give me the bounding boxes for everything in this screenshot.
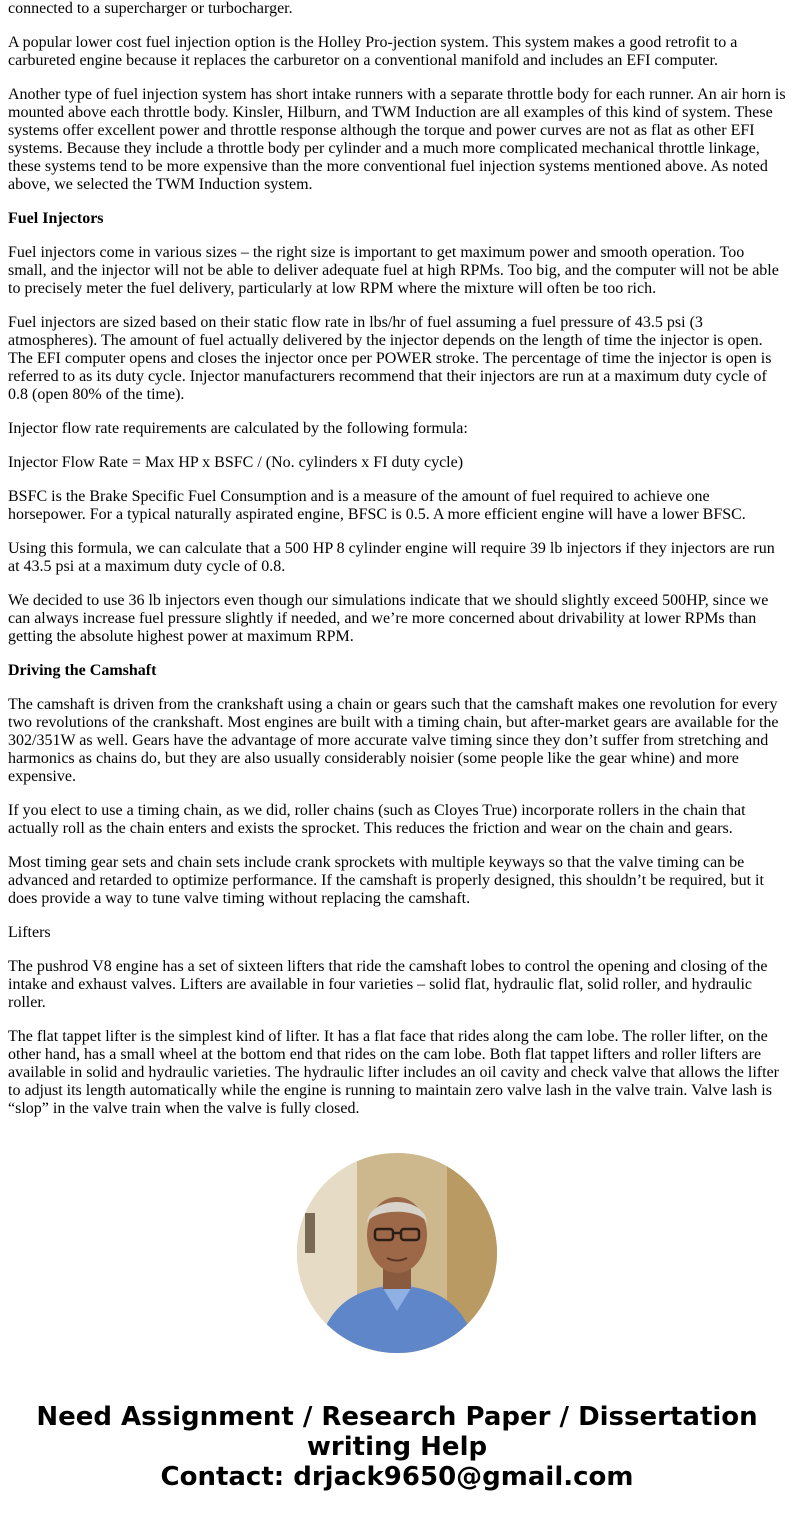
- paragraph: BSFC is the Brake Specific Fuel Consumption and is a measure of the amount of fuel required to achieve one horsepower. For a typical naturally aspirated engine, BFSC is 0.5. A more efficient engine will have a lower BFSC.: [8, 488, 746, 523]
- person-portrait-icon: [297, 1153, 497, 1353]
- section-heading: Driving the Camshaft: [8, 662, 157, 679]
- paragraph: A popular lower cost fuel injection option is the Holley Pro-jection system. This system makes a good retrofit to a carbureted engine because it replaces the carburetor on a conventional manifold and includes an EFI computer.: [8, 34, 738, 69]
- promo-contact: Contact: drjack9650@gmail.com: [160, 1462, 634, 1492]
- paragraph: Injector flow rate requirements are calculated by the following formula:: [8, 420, 468, 437]
- article-body: [8, 0, 786, 1122]
- paragraph: Lifters: [8, 924, 51, 941]
- paragraph: Injector Flow Rate = Max HP x BSFC / (No. cylinders x FI duty cycle): [8, 454, 464, 471]
- promo-headline: Need Assignment / Research Paper / Dissertation writing Help: [36, 1402, 758, 1462]
- section-heading: Fuel Injectors: [8, 210, 104, 227]
- promo-banner: [0, 1150, 794, 1523]
- paragraph: The flat tappet lifter is the simplest kind of lifter. It has a flat face that rides along the cam lobe. The roller lifter, on the other hand, has a small wheel at the bottom end that rides on the cam lobe. Both flat tappet lifters and roller lifters are available in solid and hydraulic varieties. The hydraulic lifter includes an oil cavity and check valve that allows the lifter to adjust its length automatically while the engine is running to maintain zero valve lash in the valve train. Valve lash is “slop” in the valve train when the valve is fully closed.: [8, 1028, 779, 1117]
- paragraph: connected to a supercharger or turbocharger.: [8, 0, 293, 17]
- paragraph: Using this formula, we can calculate that a 500 HP 8 cylinder engine will require 39 lb injectors if they injectors are run at 43.5 psi at a maximum duty cycle of 0.8.: [8, 540, 775, 575]
- promo-text: [20, 1402, 774, 1492]
- paragraph: We decided to use 36 lb injectors even though our simulations indicate that we should slightly exceed 500HP, since we can always increase fuel pressure slightly if needed, and we’re more concerned about drivability at lower RPMs than getting the absolute highest power at maximum RPM.: [8, 592, 769, 645]
- paragraph: The camshaft is driven from the crankshaft using a chain or gears such that the camshaft makes one revolution for every two revolutions of the crankshaft. Most engines are built with a timing chain, but after-market gears are available for the 302/351W as well. Gears have the advantage of more accurate valve timing since they don’t suffer from stretching and harmonics as chains do, but they are also usually considerably noisier (some people like the gear whine) and more expensive.: [8, 696, 779, 785]
- paragraph: Most timing gear sets and chain sets include crank sprockets with multiple keyways so that the valve timing can be advanced and retarded to optimize performance. If the camshaft is properly designed, this shouldn’t be required, but it does provide a way to tune valve timing without replacing the camshaft.: [8, 854, 764, 907]
- paragraph: Fuel injectors come in various sizes – the right size is important to get maximum power and smooth operation. Too small, and the injector will not be able to deliver adequate fuel at high RPMs. Too big, and the computer will not be able to precisely meter the fuel delivery, particularly at low RPM where the mixture will often be too rich.: [8, 244, 779, 297]
- paragraph: If you elect to use a timing chain, as we did, roller chains (such as Cloyes True) incorporate rollers in the chain that actually roll as the chain enters and exists the sprocket. This reduces the friction and wear on the chain and gears.: [8, 802, 746, 837]
- paragraph: The pushrod V8 engine has a set of sixteen lifters that ride the camshaft lobes to control the opening and closing of the intake and exhaust valves. Lifters are available in four varieties – solid flat, hydraulic flat, solid roller, and hydraulic roller.: [8, 958, 768, 1011]
- paragraph: Fuel injectors are sized based on their static flow rate in lbs/hr of fuel assuming a fuel pressure of 43.5 psi (3 atmospheres). The amount of fuel actually delivered by the injector depends on the length of time the injector is open. The EFI computer opens and closes the injector once per POWER stroke. The percentage of time the injector is open is referred to as its duty cycle. Injector manufacturers recommend that their injectors are run at a maximum duty cycle of 0.8 (open 80% of the time).: [8, 314, 772, 403]
- paragraph: Another type of fuel injection system has short intake runners with a separate throttle body for each runner. An air horn is mounted above each throttle body. Kinsler, Hilburn, and TWM Induction are all examples of this kind of system. These systems offer excellent power and throttle response although the torque and power curves are not as flat as other EFI systems. Because they include a throttle body per cylinder and a much more complicated mechanical throttle linkage, these systems tend to be more expensive than the more conventional fuel injection systems mentioned above. As noted above, we selected the TWM Induction system.: [8, 86, 786, 193]
